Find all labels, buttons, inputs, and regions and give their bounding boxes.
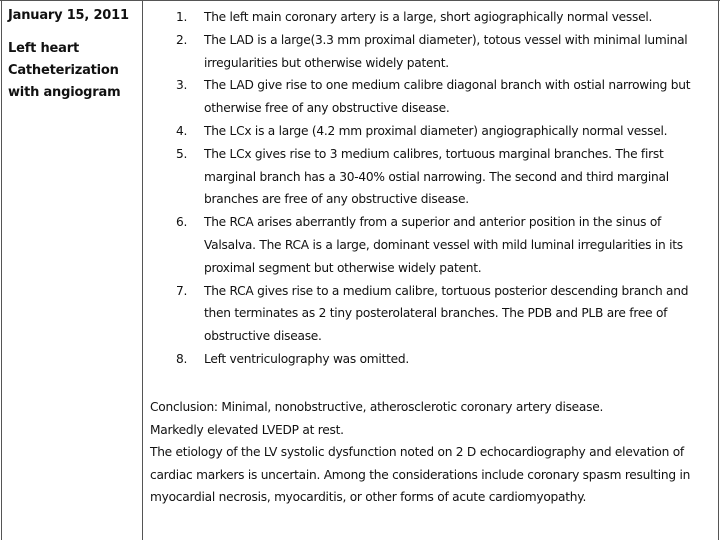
procedure-date: January 15, 2011 [8,8,129,23]
finding-number: 3. [176,78,188,93]
table-border-left [1,0,2,540]
finding-text: The LAD is a large(3.3 mm proximal diameter), totous vessel with minimal luminal [204,32,688,47]
finding-number: 1. [176,10,188,24]
table-border-right [718,0,719,540]
finding-item [176,280,716,348]
finding-text: obstructive disease. [204,329,322,344]
conclusion-line: Markedly elevated LVEDP at rest. [150,422,344,437]
procedure-name-line: Catheterization [8,63,119,78]
finding-number: 5. [176,146,188,161]
finding-text: branches are free of any obstructive disease. [204,192,469,207]
finding-text: irregularities but otherwise widely patent. [204,55,449,70]
finding-item [176,348,716,371]
finding-item [176,29,716,75]
finding-text: then terminates as 2 tiny posterolateral branches. The PDB and PLB are free of [204,306,668,321]
column-divider [142,0,143,540]
finding-item [176,143,716,211]
finding-number: 2. [176,32,188,47]
conclusion-line: cardiac markers is uncertain. Among the considerations include coronary spasm resulting in [150,467,691,482]
finding-text: The RCA gives rise to a medium calibre, tortuous posterior descending branch and [204,283,689,298]
finding-text: Valsalva. The RCA is a large, dominant vessel with mild luminal irregularities in its [204,237,683,252]
finding-text: otherwise free of any obstructive disease. [204,101,450,116]
finding-number: 6. [176,215,188,230]
finding-text: The RCA arises aberrantly from a superior and anterior position in the sinus of [204,215,662,230]
procedure-column [8,6,138,104]
finding-text: The LCx gives rise to 3 medium calibres, tortuous marginal branches. The first [204,146,664,161]
finding-text: Left ventriculography was omitted. [204,351,409,366]
procedure-name [8,38,138,104]
finding-text: The LCx is a large (4.2 mm proximal diameter) angiographically normal vessel. [204,123,668,138]
conclusion-line: myocardial necrosis, myocarditis, or other forms of acute cardiomyopathy. [150,490,587,504]
finding-text: proximal segment but otherwise widely patent. [204,260,482,275]
finding-text: marginal branch has a 30-40% ostial narrowing. The second and third marginal [204,169,669,184]
finding-text: The LAD give rise to one medium calibre diagonal branch with ostial narrowing but [204,78,691,93]
procedure-name-line: with angiogram [8,85,121,100]
finding-text: The left main coronary artery is a large, short agiographically normal vessel. [204,10,653,24]
finding-number: 4. [176,123,188,138]
table-border-top [0,0,720,1]
finding-item [176,120,716,143]
conclusion-block [150,396,716,509]
conclusion-line: The etiology of the LV systolic dysfunction noted on 2 D echocardiography and elevation of [150,445,684,459]
conclusion-line: Conclusion: Minimal, nonobstructive, atherosclerotic coronary artery disease. [150,400,604,414]
finding-number: 7. [176,283,188,298]
finding-number: 8. [176,351,188,366]
findings-list [176,6,716,371]
finding-item [176,74,716,120]
procedure-name-line: Left heart [8,41,79,56]
finding-item [176,6,716,29]
finding-item [176,211,716,279]
